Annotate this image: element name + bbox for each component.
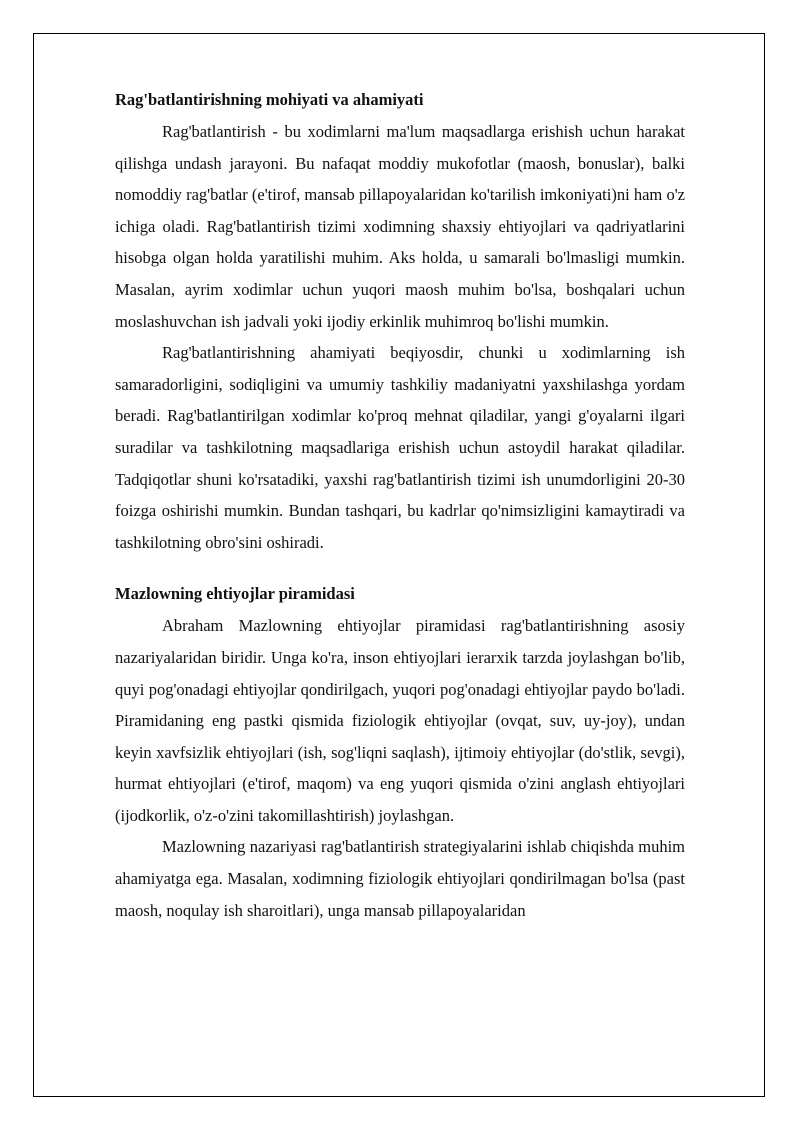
paragraph: Rag'batlantirish - bu xodimlarni ma'lum maqsadlarga erishish uchun harakat qilishga undash jarayoni. Bu nafaqat moddiy mukofotlar (maosh, bonuslar), balki nomoddiy rag'batlar (e'tirof, mansab pillapoyalaridan ko'tarilish imkoniyati)ni ham o'z ichiga oladi. Rag'batlantirish tizimi xodimning shaxsiy ehtiyojlari va qadriyatlarini hisobga olgan holda yaratilishi muhim. Aks holda, u samarali bo'lmasligi mumkin. Masalan, ayrim xodimlar uchun yuqori maosh muhim bo'lsa, boshqalari uchun moslashuvchan ish jadvali yoki ijodiy erkinlik muhimroq bo'lishi mumkin. [115, 122, 685, 331]
section-heading: Mazlowning ehtiyojlar piramidasi [115, 584, 355, 604]
paragraph: Abraham Mazlowning ehtiyojlar piramidasi rag'batlantirishning asosiy nazariyalaridan biridir. Unga ko'ra, inson ehtiyojlari ierarxik tarzda joylashgan bo'lib, quyi pog'onadagi ehtiyojlar qondirilgach, yuqori pog'onadagi ehtiyojlar paydo bo'ladi. Piramidaning eng pastki qismida fiziologik ehtiyojlar (ovqat, suv, uy-joy), undan keyin xavfsizlik ehtiyojlari (ish, sog'liqni saqlash), ijtimoiy ehtiyojlar (do'stlik, sevgi), hurmat ehtiyojlari (e'tirof, maqom) va eng yuqori qismida o'zini anglash ehtiyojlari (ijodkorlik, o'z-o'zini takomillashtirish) joylashgan. [115, 616, 685, 825]
paragraph: Mazlowning nazariyasi rag'batlantirish strategiyalarini ishlab chiqishda muhim ahamiyatga ega. Masalan, xodimning fiziologik ehtiyojlari qondirilmagan bo'lsa (past maosh, noqulay ish sharoitlari), unga mansab pillapoyalaridan [115, 837, 685, 920]
section-heading: Rag'batlantirishning mohiyati va ahamiyati [115, 90, 424, 109]
document-body [115, 84, 685, 926]
paragraph: Rag'batlantirishning ahamiyati beqiyosdir, chunki u xodimlarning ish samaradorligini, sodiqligini va umumiy tashkiliy madaniyatni yaxshilashga yordam beradi. Rag'batlantirilgan xodimlar ko'proq mehnat qiladilar, yangi g'oyalarni ilgari suradilar va tashkilotning maqsadlariga erishish uchun astoydil harakat qiladilar. Tadqiqotlar shuni ko'rsatadiki, yaxshi rag'batlantirish tizimi ish unumdorligini 20-30 foizga oshirishi mumkin. Bundan tashqari, bu kadrlar qo'nimsizligini kamaytiradi va tashkilotning obro'sini oshiradi. [115, 343, 685, 552]
